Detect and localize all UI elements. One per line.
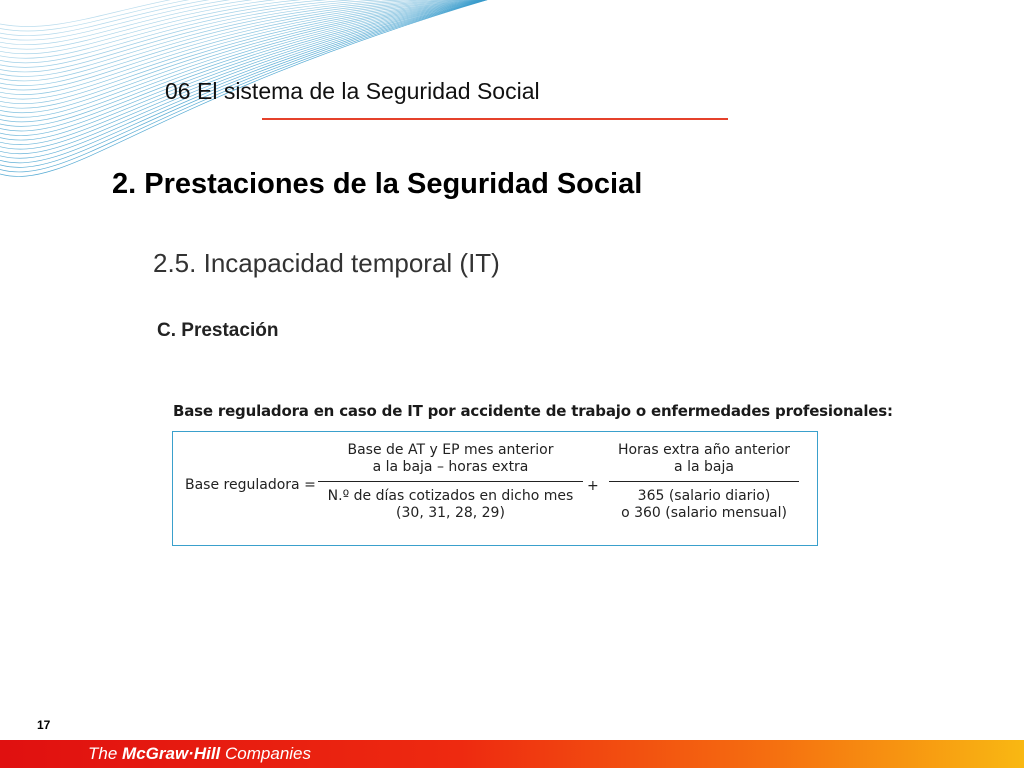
fraction-monthly-base xyxy=(318,442,583,522)
formula-box xyxy=(172,431,818,546)
fraction-numerator-line: Horas extra año anterior xyxy=(617,442,791,458)
fraction-numerator-line: a la baja xyxy=(674,459,734,475)
brand-name: McGraw·Hill xyxy=(122,744,221,763)
formula-label: Base reguladora = xyxy=(185,477,316,493)
fraction-denominator-line: (30, 31, 28, 29) xyxy=(396,505,505,522)
wave-line xyxy=(0,0,500,136)
plus-operator: + xyxy=(587,478,599,494)
wave-line xyxy=(0,0,500,154)
fraction-denominator-line: N.º de días cotizados en dicho mes xyxy=(327,488,574,505)
wave-line xyxy=(0,0,500,131)
fraction-overtime xyxy=(609,442,799,522)
footer-bar xyxy=(0,740,1024,768)
brand-companies: Companies xyxy=(225,744,312,763)
fraction-bar xyxy=(609,481,799,482)
formula-heading: Base reguladora en caso de IT por accidente de trabajo o enfermedades profesionales: xyxy=(173,402,893,420)
fraction-numerator-line: a la baja – horas extra xyxy=(372,459,529,475)
wave-line xyxy=(0,0,500,149)
page-title: 2. Prestaciones de la Seguridad Social xyxy=(112,168,643,200)
section-subtitle: 2.5. Incapacidad temporal (IT) xyxy=(153,248,500,278)
fraction-denominator-line: 365 (salario diario) xyxy=(637,488,771,505)
subsection-heading: C. Prestación xyxy=(157,320,279,341)
chapter-title: 06 El sistema de la Seguridad Social xyxy=(165,78,540,104)
chapter-underline xyxy=(262,118,728,120)
fraction-numerator-line: Base de AT y EP mes anterior xyxy=(347,442,554,458)
page-number: 17 xyxy=(37,718,51,732)
brand-logo xyxy=(88,744,311,764)
fraction-denominator-line: o 360 (salario mensual) xyxy=(621,505,787,522)
wave-line xyxy=(0,0,500,45)
brand-the: The xyxy=(88,744,118,763)
fraction-bar xyxy=(318,481,583,482)
